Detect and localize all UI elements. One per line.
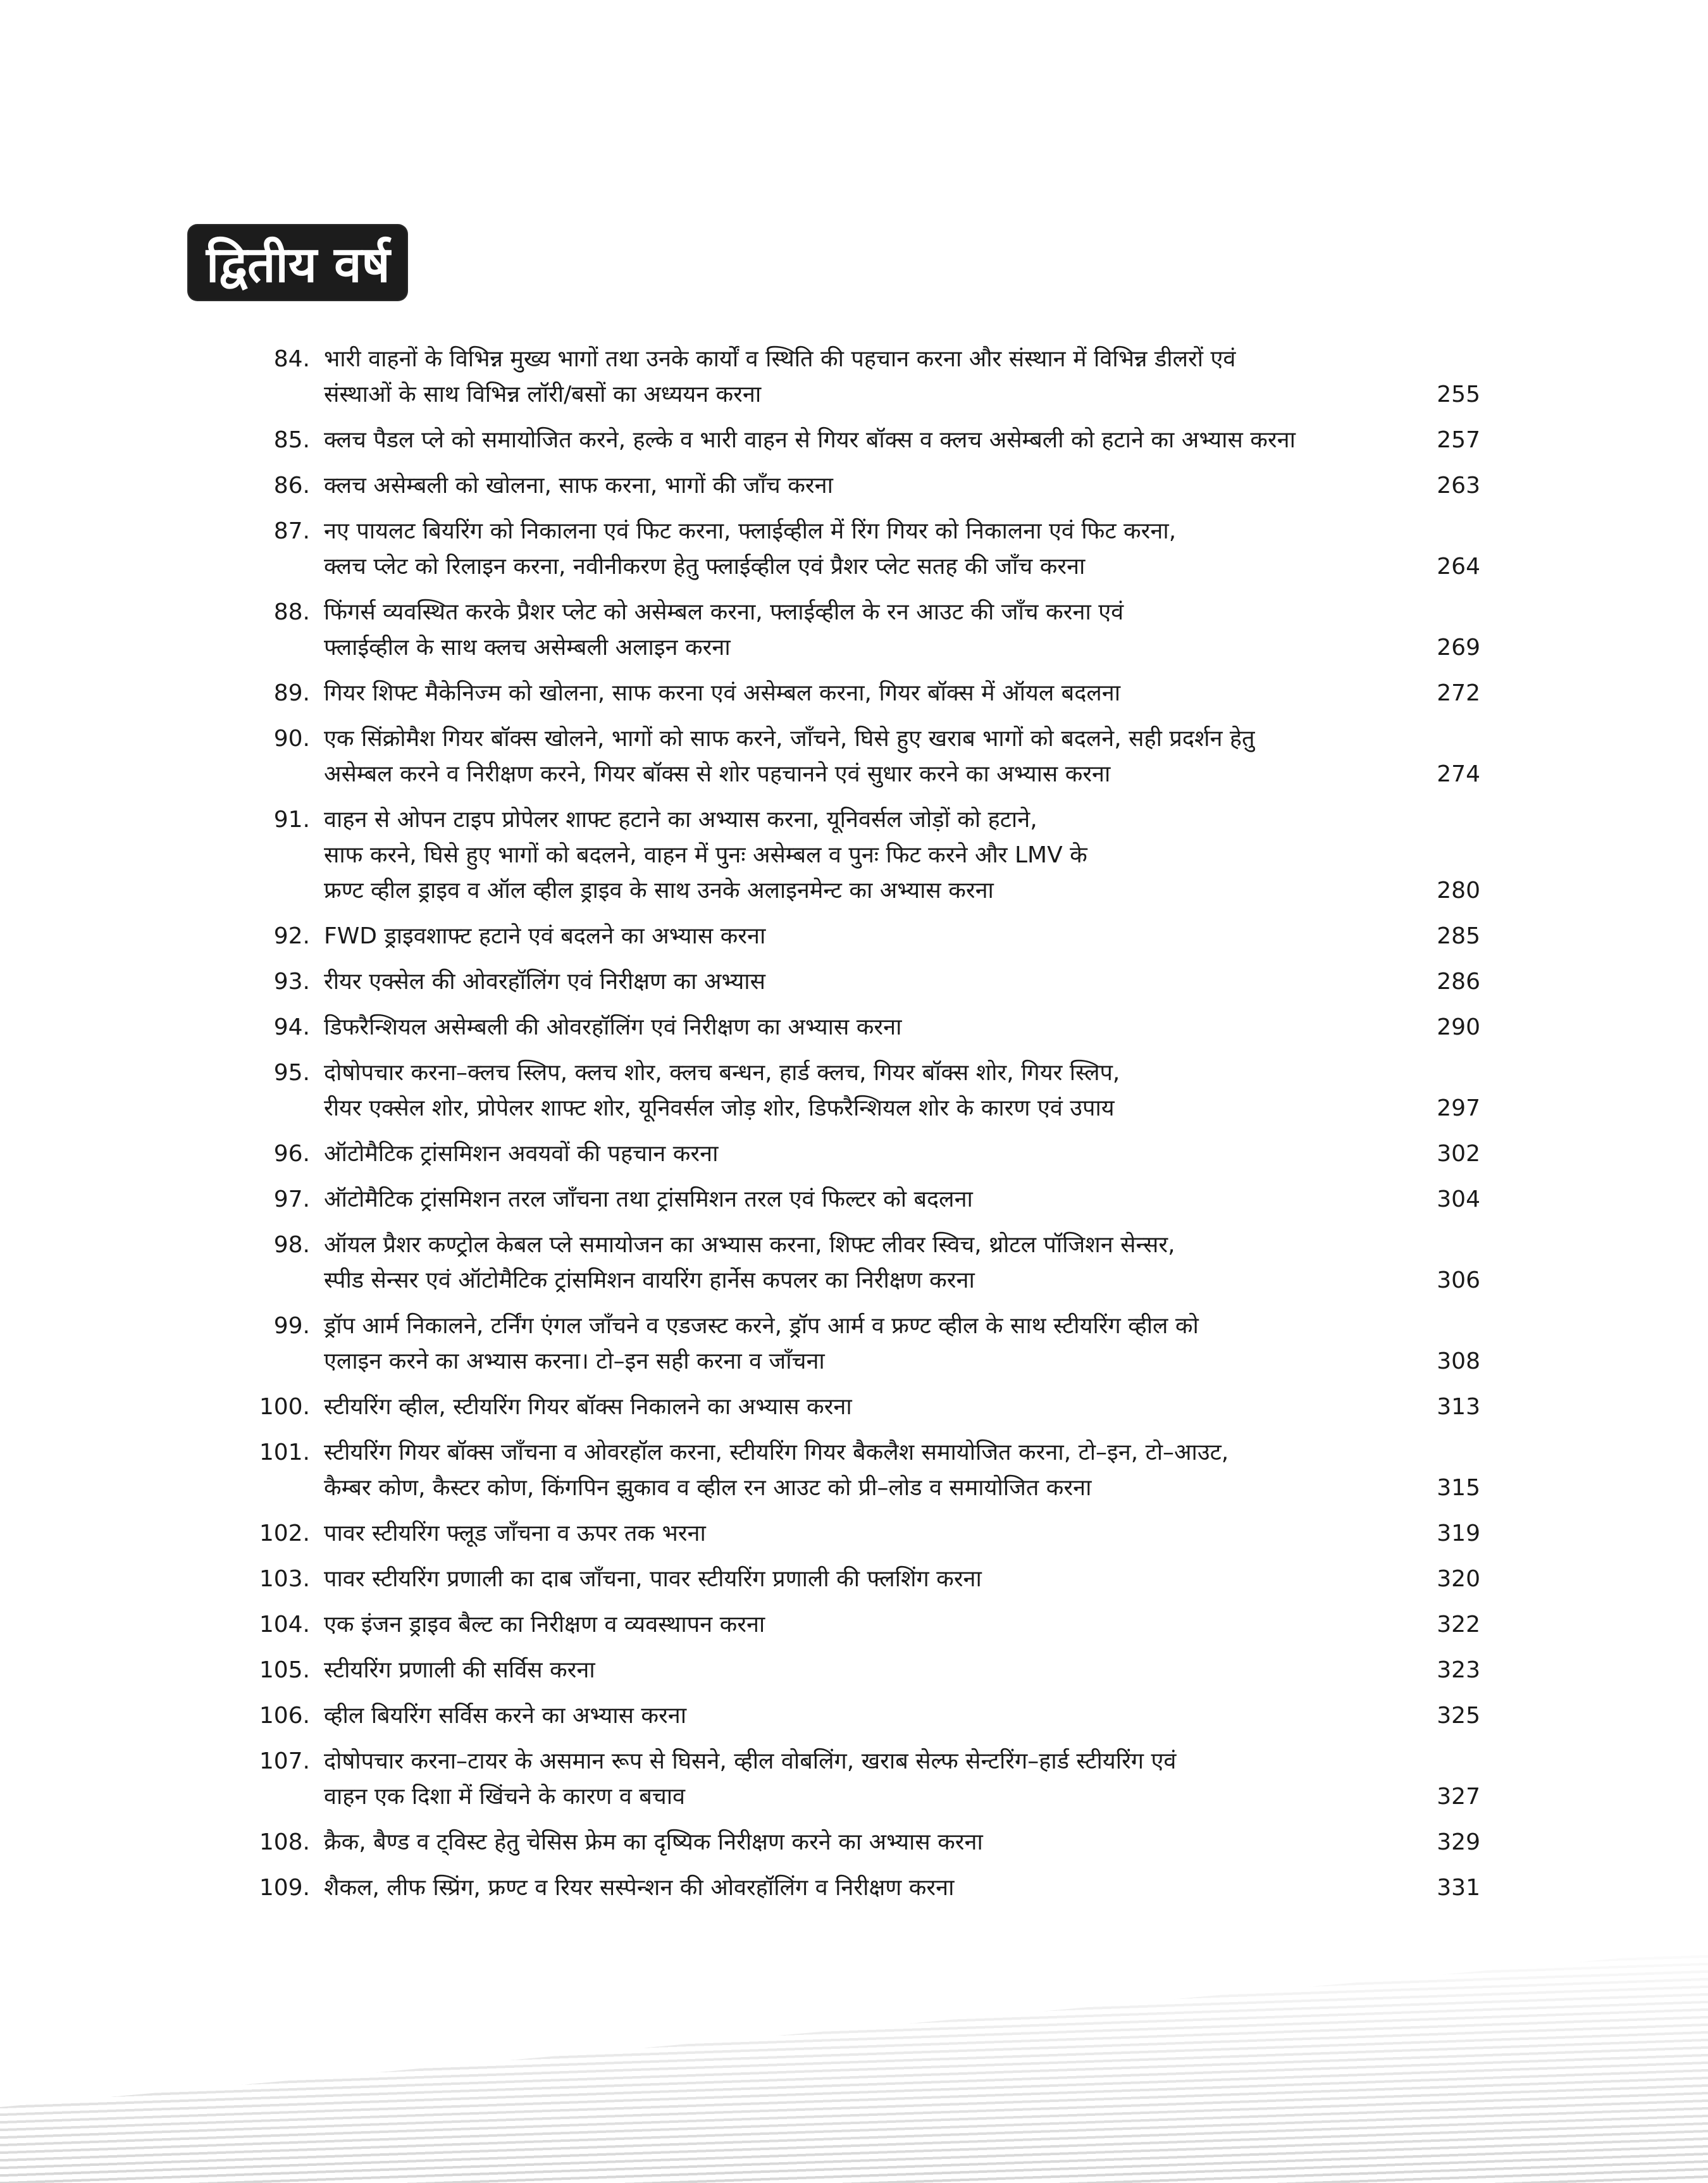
entry-number: 92. bbox=[273, 923, 310, 949]
toc-entry[interactable] bbox=[240, 423, 1480, 458]
entry-page-number: 290 bbox=[1437, 1014, 1480, 1040]
entry-title-line: ड्रॉप आर्म निकालने, टर्निंग एंगल जाँचने व एडजस्ट करने, ड्रॉप आर्म व फ्रण्ट व्हील के साथ स्टीयरिंग व्हील को bbox=[324, 1313, 1199, 1339]
entry-title bbox=[324, 676, 1404, 711]
entry-title-line: स्पीड सेन्सर एवं ऑटोमैटिक ट्रांसमिशन वायरिंग हार्नेस कपलर का निरीक्षण करना bbox=[324, 1267, 975, 1293]
entry-number: 99. bbox=[273, 1313, 310, 1339]
entry-title bbox=[324, 1309, 1404, 1379]
entry-number: 108. bbox=[259, 1829, 310, 1855]
entry-title-line: फ्लाईव्हील के साथ क्लच असेम्बली अलाइन करना bbox=[324, 635, 731, 661]
entry-title bbox=[324, 423, 1404, 458]
entry-title-line: फिंगर्स व्यवस्थित करके प्रैशर प्लेट को असेम्बल करना, फ्लाईव्हील के रन आउट की जाँच करना एवं bbox=[324, 599, 1124, 625]
entry-title-line: एक इंजन ड्राइव बैल्ट का निरीक्षण व व्यवस्थापन करना bbox=[324, 1612, 765, 1638]
toc-entry[interactable] bbox=[240, 1435, 1480, 1506]
entry-number: 109. bbox=[259, 1875, 310, 1901]
entry-title-line: रीयर एक्सेल की ओवरहॉलिंग एवं निरीक्षण का अभ्यास bbox=[324, 969, 765, 995]
entry-page-number: 302 bbox=[1437, 1141, 1480, 1167]
entry-page-number: 323 bbox=[1437, 1657, 1480, 1683]
entry-page-number: 269 bbox=[1437, 635, 1480, 661]
decorative-stripes bbox=[0, 1930, 1708, 2183]
entry-title bbox=[324, 1136, 1404, 1172]
entry-page-number: 274 bbox=[1437, 761, 1480, 787]
entry-number: 96. bbox=[273, 1141, 310, 1167]
toc-entry[interactable] bbox=[240, 1010, 1480, 1045]
entry-title bbox=[324, 514, 1404, 585]
entry-number: 90. bbox=[273, 726, 310, 752]
entry-title-line: एक सिंक्रोमैश गियर बॉक्स खोलने, भागों को साफ करने, जाँचने, घिसे हुए खराब भागों को बदलने, सही प्रदर्शन हेतु bbox=[324, 726, 1255, 752]
entry-number: 95. bbox=[273, 1060, 310, 1086]
entry-title-line: डिफरैन्शियल असेम्बली की ओवरहॉलिंग एवं निरीक्षण का अभ्यास करना bbox=[324, 1014, 902, 1040]
toc-entry[interactable] bbox=[240, 1309, 1480, 1379]
entry-title-line: क्लच प्लेट को रिलाइन करना, नवीनीकरण हेतु फ्लाईव्हील एवं प्रैशर प्लेट सतह की जाँच करना bbox=[324, 554, 1086, 580]
entry-page-number: 313 bbox=[1437, 1394, 1480, 1420]
entry-title-line: वाहन से ओपन टाइप प्रोपेलर शाफ्ट हटाने का अभ्यास करना, यूनिवर्सल जोड़ों को हटाने, bbox=[324, 807, 1037, 833]
entry-title bbox=[324, 1825, 1404, 1860]
entry-number: 85. bbox=[273, 427, 310, 453]
table-of-contents bbox=[240, 342, 1480, 1916]
entry-number: 104. bbox=[259, 1612, 310, 1638]
entry-number: 106. bbox=[259, 1703, 310, 1729]
entry-title bbox=[324, 1228, 1404, 1298]
entry-title-line: साफ करने, घिसे हुए भागों को बदलने, वाहन में पुनः असेम्बल व पुनः फिट करने और LMV के bbox=[324, 842, 1087, 868]
entry-title-line: क्लच असेम्बली को खोलना, साफ करना, भागों की जाँच करना bbox=[324, 473, 833, 499]
toc-entry[interactable] bbox=[240, 342, 1480, 413]
entry-title-line: नए पायलट बियरिंग को निकालना एवं फिट करना, फ्लाईव्हील में रिंग गियर को निकालना एवं फिट करना, bbox=[324, 518, 1177, 544]
entry-number: 100. bbox=[259, 1394, 310, 1420]
entry-title-line: स्टीयरिंग गियर बॉक्स जाँचना व ओवरहॉल करना, स्टीयरिंग गियर बैकलैश समायोजित करना, टो–इन, टो–आउट, bbox=[324, 1440, 1229, 1465]
entry-title-line: संस्थाओं के साथ विभिन्न लॉरी/बसों का अध्ययन करना bbox=[324, 382, 762, 407]
entry-title-line: दोषोपचार करना–टायर के असमान रूप से घिसने, व्हील वोबलिंग, खराब सेल्फ सेन्टरिंग–हार्ड स्टीयरिंग एवं bbox=[324, 1748, 1177, 1774]
entry-title-line: व्हील बियरिंग सर्विस करने का अभ्यास करना bbox=[324, 1703, 687, 1729]
entry-title bbox=[324, 1516, 1404, 1552]
entry-number: 93. bbox=[273, 969, 310, 995]
entry-title bbox=[324, 721, 1404, 792]
entry-number: 87. bbox=[273, 518, 310, 544]
entry-number: 101. bbox=[259, 1440, 310, 1465]
toc-entry[interactable] bbox=[240, 721, 1480, 792]
entry-page-number: 264 bbox=[1437, 554, 1480, 580]
toc-entry[interactable] bbox=[240, 1653, 1480, 1688]
entry-page-number: 286 bbox=[1437, 969, 1480, 995]
entry-page-number: 255 bbox=[1437, 382, 1480, 407]
entry-number: 89. bbox=[273, 680, 310, 706]
toc-entry[interactable] bbox=[240, 1562, 1480, 1597]
section-heading: द्वितीय वर्ष bbox=[189, 225, 407, 300]
toc-entry[interactable] bbox=[240, 468, 1480, 504]
toc-entry[interactable] bbox=[240, 1870, 1480, 1906]
entry-number: 105. bbox=[259, 1657, 310, 1683]
entry-title bbox=[324, 1390, 1404, 1425]
entry-page-number: 304 bbox=[1437, 1186, 1480, 1212]
entry-page-number: 320 bbox=[1437, 1566, 1480, 1592]
entry-page-number: 327 bbox=[1437, 1784, 1480, 1810]
toc-entry[interactable] bbox=[240, 1825, 1480, 1860]
entry-number: 88. bbox=[273, 599, 310, 625]
entry-title bbox=[324, 1607, 1404, 1643]
entry-page-number: 329 bbox=[1437, 1829, 1480, 1855]
entry-page-number: 322 bbox=[1437, 1612, 1480, 1638]
entry-page-number: 315 bbox=[1437, 1475, 1480, 1501]
entry-number: 102. bbox=[259, 1521, 310, 1546]
entry-page-number: 285 bbox=[1437, 923, 1480, 949]
entry-page-number: 319 bbox=[1437, 1521, 1480, 1546]
entry-title bbox=[324, 342, 1404, 413]
entry-title-line: फ्रण्ट व्हील ड्राइव व ऑल व्हील ड्राइव के साथ उनके अलाइनमेन्ट का अभ्यास करना bbox=[324, 878, 994, 904]
entry-number: 84. bbox=[273, 346, 310, 372]
entry-title-line: वाहन एक दिशा में खिंचने के कारण व बचाव bbox=[324, 1784, 686, 1810]
entry-page-number: 297 bbox=[1437, 1095, 1480, 1121]
toc-entry[interactable] bbox=[240, 676, 1480, 711]
entry-title-line: एलाइन करने का अभ्यास करना। टो–इन सही करना व जाँचना bbox=[324, 1348, 825, 1374]
entry-title-line: रीयर एक्सेल शोर, प्रोपेलर शाफ्ट शोर, यूनिवर्सल जोड़ शोर, डिफरैन्शियल शोर के कारण एवं उपाय bbox=[324, 1095, 1115, 1121]
toc-entry[interactable] bbox=[240, 1055, 1480, 1126]
entry-title bbox=[324, 468, 1404, 504]
entry-title bbox=[324, 802, 1404, 909]
entry-title bbox=[324, 919, 1404, 954]
entry-title bbox=[324, 1744, 1404, 1815]
entry-page-number: 308 bbox=[1437, 1348, 1480, 1374]
entry-title-line: गियर शिफ्ट मैकेनिज्म को खोलना, साफ करना एवं असेम्बल करना, गियर बॉक्स में ऑयल बदलना bbox=[324, 680, 1121, 706]
entry-title-line: ऑयल प्रैशर कण्ट्रोल केबल प्ले समायोजन का अभ्यास करना, शिफ्ट लीवर स्विच, थ्रोटल पॉजिशन सेन्सर, bbox=[324, 1232, 1175, 1258]
toc-entry[interactable] bbox=[240, 1607, 1480, 1643]
toc-entry[interactable] bbox=[240, 1698, 1480, 1734]
entry-title-line: पावर स्टीयरिंग प्रणाली का दाब जाँचना, पावर स्टीयरिंग प्रणाली की फ्लशिंग करना bbox=[324, 1566, 982, 1592]
entry-title-line: भारी वाहनों के विभिन्न मुख्य भागों तथा उनके कार्यों व स्थिति की पहचान करना और संस्थान में विभिन्न डीलरों एवं bbox=[324, 346, 1236, 372]
entry-title bbox=[324, 1182, 1404, 1217]
entry-title-line: ऑटोमैटिक ट्रांसमिशन तरल जाँचना तथा ट्रांसमिशन तरल एवं फिल्टर को बदलना bbox=[324, 1186, 973, 1212]
entry-title-line: स्टीयरिंग व्हील, स्टीयरिंग गियर बॉक्स निकालने का अभ्यास करना bbox=[324, 1394, 852, 1420]
entry-number: 94. bbox=[273, 1014, 310, 1040]
entry-title bbox=[324, 1010, 1404, 1045]
entry-page-number: 257 bbox=[1437, 427, 1480, 453]
entry-title-line: क्लच पैडल प्ले को समायोजित करने, हल्के व भारी वाहन से गियर बॉक्स व क्लच असेम्बली को हटाने का अभ्यास करना bbox=[324, 427, 1296, 453]
entry-title bbox=[324, 1562, 1404, 1597]
entry-title-line: ऑटोमैटिक ट्रांसमिशन अवयवों की पहचान करना bbox=[324, 1141, 719, 1167]
toc-entry[interactable] bbox=[240, 1390, 1480, 1425]
entry-page-number: 272 bbox=[1437, 680, 1480, 706]
entry-number: 91. bbox=[273, 807, 310, 833]
entry-title bbox=[324, 1435, 1404, 1506]
toc-entry[interactable] bbox=[240, 802, 1480, 909]
entry-title-line: पावर स्टीयरिंग फ्लूड जाँचना व ऊपर तक भरना bbox=[324, 1521, 706, 1546]
toc-entry[interactable] bbox=[240, 1136, 1480, 1172]
entry-title bbox=[324, 1698, 1404, 1734]
entry-number: 86. bbox=[273, 473, 310, 499]
entry-number: 107. bbox=[259, 1748, 310, 1774]
entry-title-line: दोषोपचार करना–क्लच स्लिप, क्लच शोर, क्लच बन्धन, हार्ड क्लच, गियर बॉक्स शोर, गियर स्लिप, bbox=[324, 1060, 1120, 1086]
entry-number: 103. bbox=[259, 1566, 310, 1592]
entry-page-number: 325 bbox=[1437, 1703, 1480, 1729]
entry-title-line: FWD ड्राइवशाफ्ट हटाने एवं बदलने का अभ्यास करना bbox=[324, 923, 766, 949]
entry-page-number: 331 bbox=[1437, 1875, 1480, 1901]
entry-title-line: शैकल, लीफ स्प्रिंग, फ्रण्ट व रियर सस्पेन्शन की ओवरहॉलिंग व निरीक्षण करना bbox=[324, 1875, 955, 1901]
entry-title-line: कैम्बर कोण, कैस्टर कोण, किंगपिन झुकाव व व्हील रन आउट को प्री–लोड व समायोजित करना bbox=[324, 1475, 1092, 1501]
entry-title-line: क्रैक, बैण्ड व ट्विस्ट हेतु चेसिस फ्रेम का दृष्यिक निरीक्षण करने का अभ्यास करना bbox=[324, 1829, 983, 1855]
entry-title bbox=[324, 1653, 1404, 1688]
entry-title bbox=[324, 1055, 1404, 1126]
toc-entry[interactable] bbox=[240, 964, 1480, 1000]
toc-entry[interactable] bbox=[240, 595, 1480, 666]
toc-entry[interactable] bbox=[240, 919, 1480, 954]
entry-page-number: 263 bbox=[1437, 473, 1480, 499]
toc-entry[interactable] bbox=[240, 1744, 1480, 1815]
entry-number: 98. bbox=[273, 1232, 310, 1258]
toc-entry[interactable] bbox=[240, 514, 1480, 585]
entry-title-line: असेम्बल करने व निरीक्षण करने, गियर बॉक्स से शोर पहचानने एवं सुधार करने का अभ्यास करना bbox=[324, 761, 1111, 787]
toc-entry[interactable] bbox=[240, 1516, 1480, 1552]
entry-title bbox=[324, 1870, 1404, 1906]
entry-title bbox=[324, 595, 1404, 666]
entry-number: 97. bbox=[273, 1186, 310, 1212]
entry-title bbox=[324, 964, 1404, 1000]
toc-entry[interactable] bbox=[240, 1228, 1480, 1298]
entry-page-number: 306 bbox=[1437, 1267, 1480, 1293]
entry-title-line: स्टीयरिंग प्रणाली की सर्विस करना bbox=[324, 1657, 595, 1683]
entry-page-number: 280 bbox=[1437, 878, 1480, 904]
toc-entry[interactable] bbox=[240, 1182, 1480, 1217]
